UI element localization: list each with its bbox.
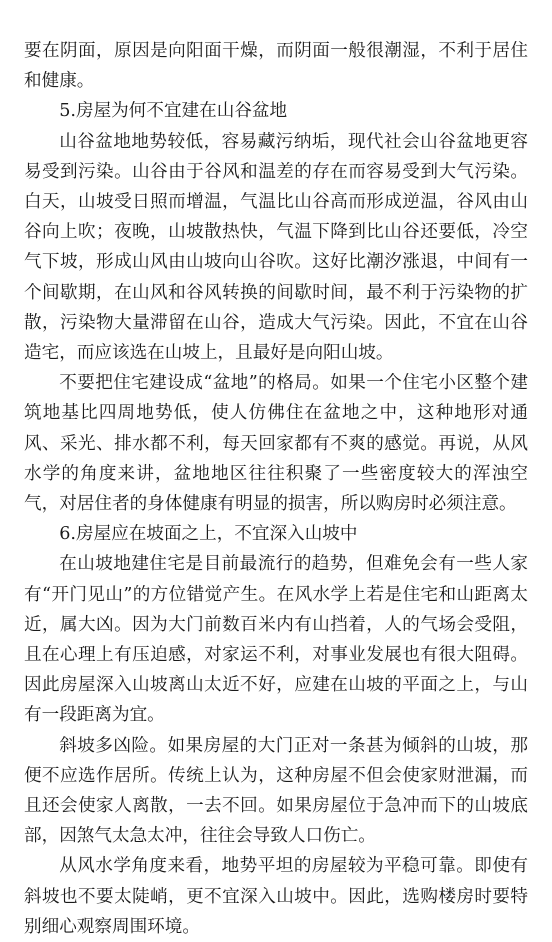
paragraph-slope-danger: 斜坡多凶险。如果房屋的大门正对一条甚为倾斜的山坡，那便不应选作居所。传统上认为，这种房屋不但会使家财泄漏，而且还会使家人离散，一去不回。如果房屋位于急冲而下的山坡底部，因煞气太急太冲，往往会导致人口伤亡。	[24, 735, 528, 847]
paragraph-basin-layout: 不要把住宅建设成“盆地”的格局。如果一个住宅小区整个建筑地基比四周地势低，使人仿佛住在盆地之中，这种地形对通风、采光、排水都不利，每天回家都有不爽的感觉。再说，从风水学的角度来讲，盆地地区往往积聚了一些密度较大的浑浊空气，对居住者的身体健康有明显的损害，所以购房时必须注意。	[24, 373, 528, 515]
paragraph-valley-pollution: 山谷盆地地势较低，容易藏污纳垢，现代社会山谷盆地更容易受到污染。山谷由于谷风和温差的存在而容易受到大气污染。白天，山坡受日照而增温，气温比山谷高而形成逆温，谷风由山谷向上吹；夜晚，山坡散热快，气温下降到比山谷还要低，冷空气下坡，形成山风由山坡向山谷吹。这好比潮汐涨退，中间有一个间歇期，在山风和谷风转换的间歇时间，最不利于污染物的扩散，污染物大量滞留在山谷，造成大气污染。因此，不宜在山谷造宅，而应该选在山坡上，且最好是向阳山坡。	[24, 131, 528, 364]
paragraph-continuation: 要在阴面，原因是向阳面干燥，而阴面一般很潮湿，不利于居住和健康。	[24, 41, 528, 92]
paragraph-flat-terrain: 从风水学角度来看，地势平坦的房屋较为平稳可靠。即使有斜坡也不要太陡峭，更不宜深入山坡中。因此，选购楼房时要特别细心观察周围环境。	[24, 856, 528, 937]
paragraph-hillside-distance: 在山坡地建住宅是目前最流行的趋势，但难免会有一些人家有“开门见山”的方位错觉产生。在风水学上若是住宅和山距离太近，属大凶。因为大门前数百米内有山挡着，人的气场会受阻，且在心理上有压迫感，对家运不利，对事业发展也有很大阻碍。因此房屋深入山坡离山太近不好，应建在山坡的平面之上，与山有一段距离为宜。	[24, 554, 528, 726]
section-heading-5: 5.房屋为何不宜建在山谷盆地	[59, 101, 288, 122]
section-heading-6: 6.房屋应在坡面之上，不宜深入山坡中	[59, 524, 358, 545]
